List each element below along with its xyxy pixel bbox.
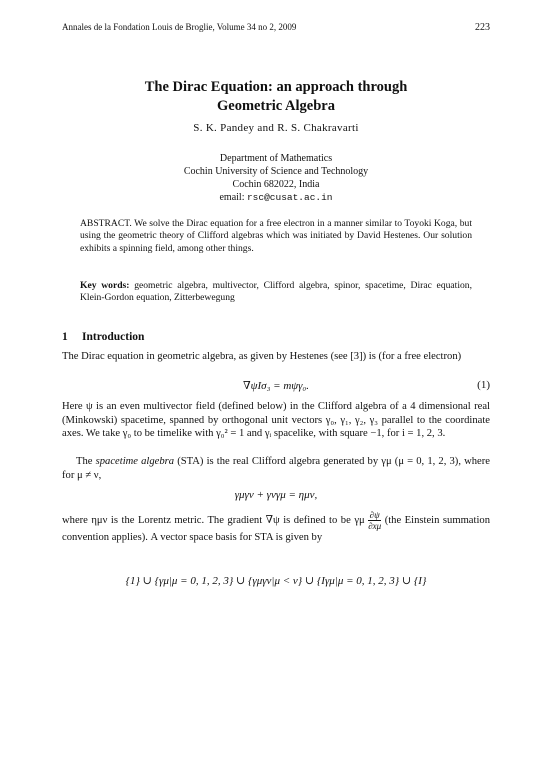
section-number: 1: [62, 331, 68, 343]
city: Cochin 682022, India: [232, 179, 320, 190]
fraction-numerator: ∂ψ: [369, 510, 380, 520]
p4-end: (the Einstein summation convention applies). A vector space basis for STA is given by: [62, 514, 490, 543]
email-address: rsc@cusat.ac.in: [246, 192, 333, 203]
section-title: Introduction: [82, 331, 145, 343]
title-line-2: Geometric Algebra: [217, 98, 335, 114]
fraction-denominator: ∂xμ: [368, 521, 382, 531]
department: Department of Mathematics: [219, 153, 333, 164]
equation-2: [62, 489, 490, 501]
equation-3: [62, 574, 490, 587]
affiliation-block: [62, 152, 490, 204]
paragraph-4: [62, 510, 490, 545]
p3-emphasis: spacetime algebra: [95, 456, 175, 467]
abstract: ABSTRACT. We solve the Dirac equation for a free electron in a manner similar to Toyoki Koga, but using the geometric theory of Clifford algebras which was initiated by David Hestenes. Our solution exhibits a spinning field, among other things.: [80, 218, 472, 254]
author-list: S. K. Pandey and R. S. Chakravarti: [193, 122, 359, 134]
p3-end: (STA) is the real Clifford algebra generated by γμ (μ = 0, 1, 2, 3), where for μ ≠ ν,: [62, 456, 490, 481]
running-head: [62, 22, 490, 33]
section-heading: [62, 331, 490, 343]
journal-citation: Annales de la Fondation Louis de Broglie, Volume 34 no 2, 2009: [62, 22, 297, 32]
keywords: [80, 280, 472, 305]
title-line-1: The Dirac Equation: an approach through: [144, 79, 408, 95]
equation-3-body: {1} ∪ {γμ|μ = 0, 1, 2, 3} ∪ {γμγν|μ < ν} ∪ {Iγμ|μ = 0, 1, 2, 3} ∪ {I}: [125, 575, 427, 587]
paragraph-3: [62, 455, 490, 482]
equation-1-tag: (1): [477, 379, 490, 391]
email-line: [62, 191, 490, 204]
keywords-label: Key words:: [80, 280, 130, 291]
paper-title: [62, 78, 490, 116]
equation-1: [62, 379, 490, 395]
page-number: 223: [475, 22, 490, 33]
partial-derivative-fraction: [368, 510, 381, 531]
equation-1-body: ∇ψIσ₃ = mψγ₀.: [242, 380, 310, 392]
keywords-text: geometric algebra, multivector, Clifford algebra, spinor, spacetime, Dirac equation, Klein-Gordon equation, Zitterbewegung: [80, 280, 472, 304]
university: Cochin University of Science and Technology: [183, 166, 369, 177]
p4-start: where ημν is the Lorentz metric. The gradient ∇ψ is defined to be γμ: [62, 514, 365, 526]
p3-start: The: [76, 456, 93, 467]
paragraph-1: The Dirac equation in geometric algebra, as given by Hestenes (see [3]) is (for a free electron): [62, 351, 462, 362]
paragraph-2: Here ψ is an even multivector field (defined below) in the Clifford algebra of a 4 dimensional real (Minkowski) spacetime, spanned by orthogonal unit vectors γ₀, γ₁, γ₂, γ₃ parallel to the coordinate axes. We take γ₀ to be timelike with γ₀² = 1 and γᵢ spacelike, with square −1, for i = 1, 2, 3.: [62, 401, 490, 440]
equation-2-body: γμγν + γνγμ = ημν,: [234, 489, 318, 501]
email-label: email:: [219, 192, 245, 203]
